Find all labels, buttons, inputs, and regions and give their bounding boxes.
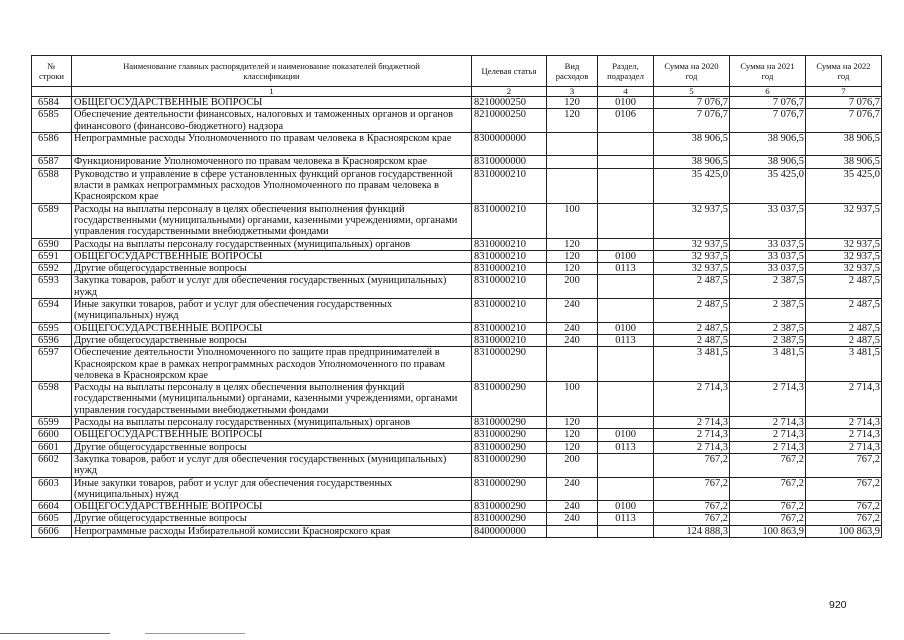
row-target-article: 8210000250 bbox=[472, 109, 547, 133]
row-target-article: 8310000290 bbox=[472, 441, 547, 453]
row-expense-kind: 100 bbox=[547, 382, 598, 417]
row-expense-kind: 120 bbox=[547, 109, 598, 133]
table-row bbox=[32, 513, 882, 525]
row-section: 0100 bbox=[598, 501, 654, 513]
row-expense-kind: 240 bbox=[547, 299, 598, 323]
row-sum-2020: 2 714,3 bbox=[654, 429, 730, 441]
row-number: 6603 bbox=[32, 477, 72, 501]
row-number: 6588 bbox=[32, 168, 72, 203]
row-sum-2022: 32 937,5 bbox=[806, 250, 882, 262]
row-section bbox=[598, 156, 654, 168]
table-row bbox=[32, 299, 882, 323]
table-row bbox=[32, 347, 882, 382]
row-number: 6600 bbox=[32, 429, 72, 441]
row-target-article: 8310000210 bbox=[472, 168, 547, 203]
row-sum-2022: 2 714,3 bbox=[806, 382, 882, 417]
row-sum-2022: 2 714,3 bbox=[806, 417, 882, 429]
row-sum-2022: 38 906,5 bbox=[806, 132, 882, 156]
row-sum-2020: 2 714,3 bbox=[654, 441, 730, 453]
row-expense-kind: 120 bbox=[547, 238, 598, 250]
row-sum-2020: 2 714,3 bbox=[654, 417, 730, 429]
row-sum-2021: 38 906,5 bbox=[730, 156, 806, 168]
header-sum-2020: Сумма на 2020 год bbox=[654, 56, 730, 87]
table-row bbox=[32, 97, 882, 109]
table-row bbox=[32, 109, 882, 133]
budget-body bbox=[32, 97, 882, 538]
row-number: 6604 bbox=[32, 501, 72, 513]
row-target-article: 8310000290 bbox=[472, 477, 547, 501]
row-sum-2020: 2 487,5 bbox=[654, 322, 730, 334]
row-name: Иные закупки товаров, работ и услуг для обеспечения государственных (муниципальных) нужд bbox=[72, 299, 472, 323]
row-expense-kind bbox=[547, 347, 598, 382]
row-sum-2020: 38 906,5 bbox=[654, 156, 730, 168]
row-name: Обеспечение деятельности финансовых, налоговых и таможенных органов и органов финансового (финансово-бюджетного) надзора bbox=[72, 109, 472, 133]
row-expense-kind: 240 bbox=[547, 477, 598, 501]
header-section: Раздел, подраздел bbox=[598, 56, 654, 87]
column-number: 5 bbox=[654, 87, 730, 97]
row-name: ОБЩЕГОСУДАРСТВЕННЫЕ ВОПРОСЫ bbox=[72, 97, 472, 109]
scan-artifact-line bbox=[0, 633, 110, 634]
header-sum-2022: Сумма на 2022 год bbox=[806, 56, 882, 87]
row-number: 6587 bbox=[32, 156, 72, 168]
table-row bbox=[32, 250, 882, 262]
row-sum-2022: 7 076,7 bbox=[806, 109, 882, 133]
row-section bbox=[598, 382, 654, 417]
row-sum-2020: 2 487,5 bbox=[654, 299, 730, 323]
row-section: 0113 bbox=[598, 334, 654, 346]
row-sum-2022: 7 076,7 bbox=[806, 97, 882, 109]
row-name: Функционирование Уполномоченного по правам человека в Красноярском крае bbox=[72, 156, 472, 168]
row-sum-2021: 3 481,5 bbox=[730, 347, 806, 382]
table-row bbox=[32, 441, 882, 453]
row-name: ОБЩЕГОСУДАРСТВЕННЫЕ ВОПРОСЫ bbox=[72, 250, 472, 262]
row-section bbox=[598, 417, 654, 429]
row-sum-2022: 2 487,5 bbox=[806, 334, 882, 346]
row-sum-2020: 35 425,0 bbox=[654, 168, 730, 203]
row-name: Другие общегосударственные вопросы bbox=[72, 263, 472, 275]
table-row bbox=[32, 382, 882, 417]
row-name: Расходы на выплаты персоналу в целях обеспечения выполнения функций государственными (муниципальными) органами, казенными учреждениями, органами управления государственными внебюджетными фондами bbox=[72, 382, 472, 417]
row-sum-2021: 2 714,3 bbox=[730, 429, 806, 441]
row-section: 0106 bbox=[598, 109, 654, 133]
table-row bbox=[32, 334, 882, 346]
page-number: 920 bbox=[829, 599, 847, 611]
column-number bbox=[32, 87, 72, 97]
row-sum-2021: 33 037,5 bbox=[730, 263, 806, 275]
row-sum-2021: 2 387,5 bbox=[730, 299, 806, 323]
row-number: 6590 bbox=[32, 238, 72, 250]
row-name: Иные закупки товаров, работ и услуг для обеспечения государственных (муниципальных) нужд bbox=[72, 477, 472, 501]
row-number: 6586 bbox=[32, 132, 72, 156]
header-row bbox=[32, 56, 882, 87]
row-expense-kind: 100 bbox=[547, 203, 598, 238]
row-sum-2020: 767,2 bbox=[654, 477, 730, 501]
row-target-article: 8300000000 bbox=[472, 132, 547, 156]
row-sum-2020: 7 076,7 bbox=[654, 97, 730, 109]
row-name: ОБЩЕГОСУДАРСТВЕННЫЕ ВОПРОСЫ bbox=[72, 501, 472, 513]
row-sum-2020: 767,2 bbox=[654, 501, 730, 513]
row-sum-2021: 2 714,3 bbox=[730, 441, 806, 453]
row-section bbox=[598, 299, 654, 323]
row-target-article: 8310000210 bbox=[472, 334, 547, 346]
row-section: 0100 bbox=[598, 97, 654, 109]
column-number: 4 bbox=[598, 87, 654, 97]
row-target-article: 8310000290 bbox=[472, 513, 547, 525]
budget-sheet bbox=[31, 55, 881, 538]
row-sum-2022: 38 906,5 bbox=[806, 156, 882, 168]
row-number: 6597 bbox=[32, 347, 72, 382]
row-number: 6594 bbox=[32, 299, 72, 323]
table-row bbox=[32, 417, 882, 429]
row-target-article: 8310000210 bbox=[472, 299, 547, 323]
table-row bbox=[32, 477, 882, 501]
row-sum-2021: 2 714,3 bbox=[730, 382, 806, 417]
row-number: 6605 bbox=[32, 513, 72, 525]
row-section bbox=[598, 347, 654, 382]
row-target-article: 8310000290 bbox=[472, 429, 547, 441]
column-number: 1 bbox=[72, 87, 472, 97]
row-sum-2022: 767,2 bbox=[806, 513, 882, 525]
row-expense-kind bbox=[547, 525, 598, 537]
row-name: Другие общегосударственные вопросы bbox=[72, 334, 472, 346]
row-sum-2021: 35 425,0 bbox=[730, 168, 806, 203]
row-sum-2021: 767,2 bbox=[730, 513, 806, 525]
row-name: Руководство и управление в сфере установленных функций органов государственной власти в рамках непрограммных расходов Уполномоченного по правам человека в Красноярском крае bbox=[72, 168, 472, 203]
header-kind: Вид расходов bbox=[547, 56, 598, 87]
row-number: 6591 bbox=[32, 250, 72, 262]
row-section bbox=[598, 525, 654, 537]
row-expense-kind: 120 bbox=[547, 429, 598, 441]
table-row bbox=[32, 322, 882, 334]
row-number: 6593 bbox=[32, 275, 72, 299]
row-number: 6602 bbox=[32, 453, 72, 477]
row-sum-2022: 2 487,5 bbox=[806, 299, 882, 323]
row-section bbox=[598, 168, 654, 203]
row-target-article: 8310000290 bbox=[472, 347, 547, 382]
column-number: 2 bbox=[472, 87, 547, 97]
row-sum-2021: 2 387,5 bbox=[730, 322, 806, 334]
table-row bbox=[32, 275, 882, 299]
row-sum-2021: 767,2 bbox=[730, 453, 806, 477]
row-number: 6596 bbox=[32, 334, 72, 346]
row-section: 0113 bbox=[598, 513, 654, 525]
row-target-article: 8400000000 bbox=[472, 525, 547, 537]
row-number: 6598 bbox=[32, 382, 72, 417]
row-sum-2020: 7 076,7 bbox=[654, 109, 730, 133]
row-name: Непрограммные расходы Избирательной комиссии Красноярского края bbox=[72, 525, 472, 537]
column-number: 7 bbox=[806, 87, 882, 97]
row-sum-2021: 100 863,9 bbox=[730, 525, 806, 537]
row-sum-2020: 124 888,3 bbox=[654, 525, 730, 537]
row-name: ОБЩЕГОСУДАРСТВЕННЫЕ ВОПРОСЫ bbox=[72, 322, 472, 334]
row-section: 0113 bbox=[598, 441, 654, 453]
row-sum-2022: 32 937,5 bbox=[806, 238, 882, 250]
row-name: Расходы на выплаты персоналу в целях обеспечения выполнения функций государственными (муниципальными) органами, казенными учреждениями, органами управления государственными внебюджетными фондами bbox=[72, 203, 472, 238]
row-section bbox=[598, 275, 654, 299]
row-expense-kind bbox=[547, 168, 598, 203]
row-section bbox=[598, 132, 654, 156]
row-sum-2021: 33 037,5 bbox=[730, 203, 806, 238]
table-row bbox=[32, 156, 882, 168]
table-row bbox=[32, 501, 882, 513]
row-name: Другие общегосударственные вопросы bbox=[72, 441, 472, 453]
row-sum-2021: 767,2 bbox=[730, 477, 806, 501]
row-section bbox=[598, 238, 654, 250]
row-number: 6601 bbox=[32, 441, 72, 453]
row-expense-kind: 120 bbox=[547, 417, 598, 429]
row-sum-2021: 33 037,5 bbox=[730, 238, 806, 250]
row-section: 0113 bbox=[598, 263, 654, 275]
row-expense-kind: 240 bbox=[547, 322, 598, 334]
table-row bbox=[32, 238, 882, 250]
row-sum-2022: 2 714,3 bbox=[806, 441, 882, 453]
row-target-article: 8210000250 bbox=[472, 97, 547, 109]
row-sum-2020: 38 906,5 bbox=[654, 132, 730, 156]
header-row-no: № строки bbox=[32, 56, 72, 87]
row-target-article: 8310000290 bbox=[472, 382, 547, 417]
row-expense-kind: 120 bbox=[547, 97, 598, 109]
row-sum-2021: 2 387,5 bbox=[730, 334, 806, 346]
table-row bbox=[32, 132, 882, 156]
row-target-article: 8310000290 bbox=[472, 417, 547, 429]
row-target-article: 8310000000 bbox=[472, 156, 547, 168]
row-number: 6589 bbox=[32, 203, 72, 238]
row-target-article: 8310000210 bbox=[472, 275, 547, 299]
row-sum-2020: 767,2 bbox=[654, 453, 730, 477]
row-sum-2022: 3 481,5 bbox=[806, 347, 882, 382]
row-sum-2021: 7 076,7 bbox=[730, 109, 806, 133]
row-target-article: 8310000210 bbox=[472, 250, 547, 262]
row-sum-2020: 2 714,3 bbox=[654, 382, 730, 417]
column-number: 3 bbox=[547, 87, 598, 97]
row-sum-2022: 100 863,9 bbox=[806, 525, 882, 537]
row-sum-2020: 3 481,5 bbox=[654, 347, 730, 382]
header-sum-2021: Сумма на 2021 год bbox=[730, 56, 806, 87]
row-name: Закупка товаров, работ и услуг для обеспечения государственных (муниципальных) нужд bbox=[72, 275, 472, 299]
row-expense-kind: 240 bbox=[547, 513, 598, 525]
row-expense-kind: 200 bbox=[547, 453, 598, 477]
row-sum-2022: 35 425,0 bbox=[806, 168, 882, 203]
row-section bbox=[598, 477, 654, 501]
row-expense-kind: 120 bbox=[547, 441, 598, 453]
row-sum-2022: 2 714,3 bbox=[806, 429, 882, 441]
table-row bbox=[32, 263, 882, 275]
header-target: Целевая статья bbox=[472, 56, 547, 87]
row-expense-kind: 120 bbox=[547, 263, 598, 275]
row-target-article: 8310000210 bbox=[472, 263, 547, 275]
table-row bbox=[32, 168, 882, 203]
row-sum-2021: 33 037,5 bbox=[730, 250, 806, 262]
row-target-article: 8310000210 bbox=[472, 322, 547, 334]
row-expense-kind: 120 bbox=[547, 250, 598, 262]
row-sum-2021: 2 387,5 bbox=[730, 275, 806, 299]
row-sum-2020: 32 937,5 bbox=[654, 263, 730, 275]
row-sum-2020: 32 937,5 bbox=[654, 238, 730, 250]
row-sum-2022: 32 937,5 bbox=[806, 263, 882, 275]
table-row bbox=[32, 429, 882, 441]
row-sum-2021: 38 906,5 bbox=[730, 132, 806, 156]
row-expense-kind bbox=[547, 156, 598, 168]
row-target-article: 8310000290 bbox=[472, 453, 547, 477]
row-expense-kind: 240 bbox=[547, 501, 598, 513]
column-number: 6 bbox=[730, 87, 806, 97]
row-sum-2021: 767,2 bbox=[730, 501, 806, 513]
row-section: 0100 bbox=[598, 322, 654, 334]
table-row bbox=[32, 525, 882, 537]
row-name: Обеспечение деятельности Уполномоченного по защите прав предпринимателей в Красноярском крае в рамках непрограммных расходов Уполномоченного по правам человека в Красноярском крае bbox=[72, 347, 472, 382]
row-sum-2022: 32 937,5 bbox=[806, 203, 882, 238]
row-section: 0100 bbox=[598, 250, 654, 262]
row-target-article: 8310000210 bbox=[472, 238, 547, 250]
row-target-article: 8310000290 bbox=[472, 501, 547, 513]
row-name: ОБЩЕГОСУДАРСТВЕННЫЕ ВОПРОСЫ bbox=[72, 429, 472, 441]
row-section: 0100 bbox=[598, 429, 654, 441]
row-number: 6585 bbox=[32, 109, 72, 133]
row-number: 6599 bbox=[32, 417, 72, 429]
row-name: Закупка товаров, работ и услуг для обеспечения государственных (муниципальных) нужд bbox=[72, 453, 472, 477]
row-name: Расходы на выплаты персоналу государственных (муниципальных) органов bbox=[72, 238, 472, 250]
row-section bbox=[598, 453, 654, 477]
budget-table bbox=[31, 55, 882, 538]
table-row bbox=[32, 453, 882, 477]
row-sum-2020: 2 487,5 bbox=[654, 275, 730, 299]
row-sum-2020: 32 937,5 bbox=[654, 203, 730, 238]
row-number: 6595 bbox=[32, 322, 72, 334]
row-number: 6606 bbox=[32, 525, 72, 537]
row-section bbox=[598, 203, 654, 238]
row-sum-2022: 767,2 bbox=[806, 477, 882, 501]
scan-artifact-line bbox=[145, 633, 245, 634]
row-number: 6592 bbox=[32, 263, 72, 275]
header-name: Наименование главных распорядителей и наименование показателей бюджетной классификации bbox=[72, 56, 472, 87]
row-name: Другие общегосударственные вопросы bbox=[72, 513, 472, 525]
row-expense-kind: 200 bbox=[547, 275, 598, 299]
row-sum-2020: 2 487,5 bbox=[654, 334, 730, 346]
row-sum-2021: 7 076,7 bbox=[730, 97, 806, 109]
row-name: Расходы на выплаты персоналу государственных (муниципальных) органов bbox=[72, 417, 472, 429]
table-row bbox=[32, 203, 882, 238]
column-numbers-row bbox=[32, 87, 882, 97]
row-name: Непрограммные расходы Уполномоченного по правам человека в Красноярском крае bbox=[72, 132, 472, 156]
row-sum-2021: 2 714,3 bbox=[730, 417, 806, 429]
row-sum-2022: 2 487,5 bbox=[806, 275, 882, 299]
row-sum-2022: 767,2 bbox=[806, 453, 882, 477]
row-target-article: 8310000210 bbox=[472, 203, 547, 238]
row-expense-kind bbox=[547, 132, 598, 156]
row-sum-2020: 767,2 bbox=[654, 513, 730, 525]
row-number: 6584 bbox=[32, 97, 72, 109]
row-sum-2022: 2 487,5 bbox=[806, 322, 882, 334]
row-sum-2020: 32 937,5 bbox=[654, 250, 730, 262]
row-sum-2022: 767,2 bbox=[806, 501, 882, 513]
row-expense-kind: 240 bbox=[547, 334, 598, 346]
